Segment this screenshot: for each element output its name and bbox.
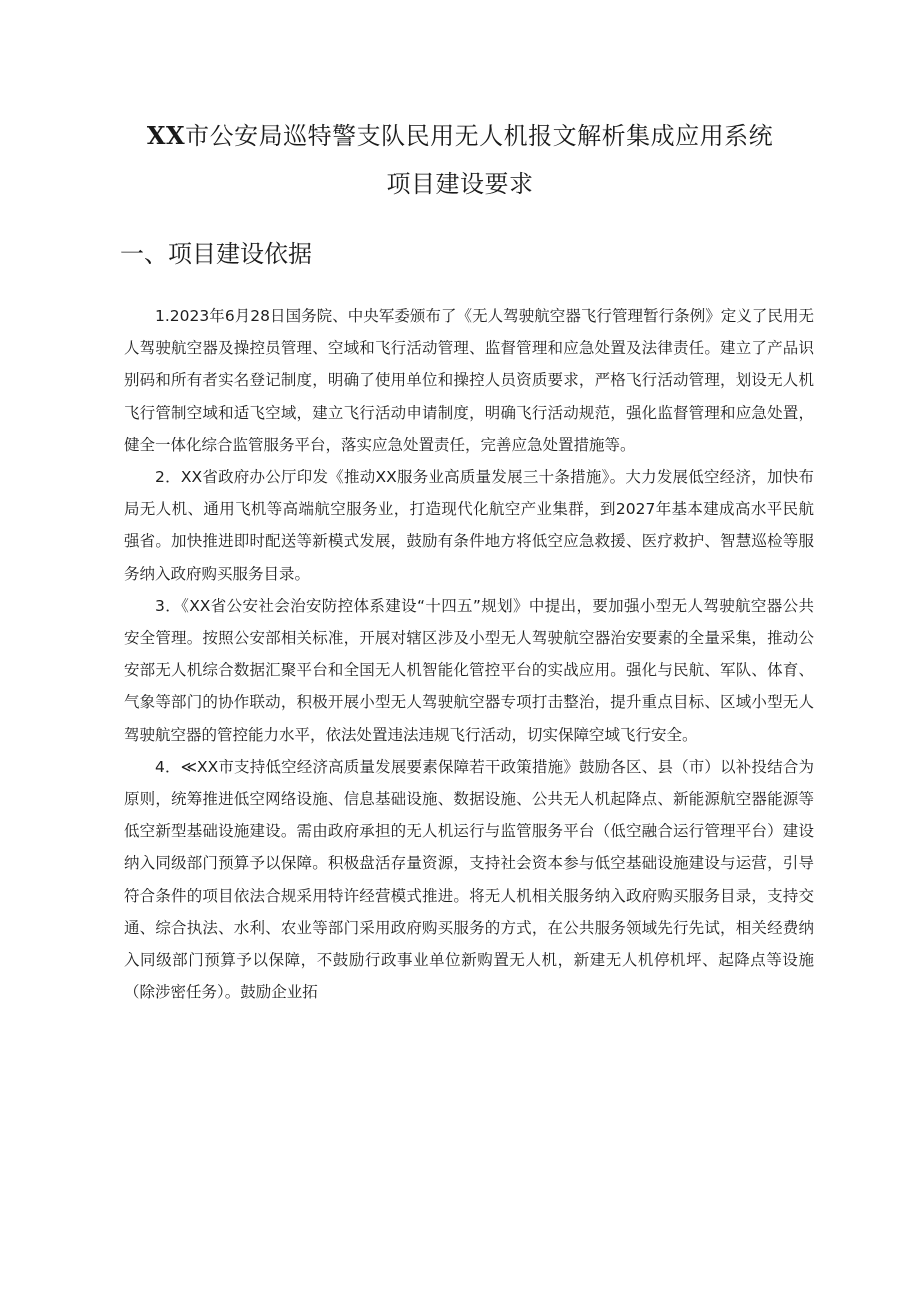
- section-heading: 一、项目建设依据: [120, 240, 312, 268]
- paragraph-4: 4．≪XX市支持低空经济高质量发展要素保障若干政策措施》鼓励各区、县（市）以补投结合为原则，统筹推进低空网络设施、信息基础设施、数据设施、公共无人机起降点、新能源航空器能源等低空新型基础设施建设。需由政府承担的无人机运行与监管服务平台（低空融合运行管理平台）建设纳入同级部门预算予以保障。积极盘活存量资源，支持社会资本参与低空基础设施建设与运营，引导符合条件的项目依法合规采用特许经营模式推进。将无人机相关服务纳入政府购买服务目录，支持交通、综合执法、水利、农业等部门采用政府购买服务的方式，在公共服务领域先行先试，相关经费纳入同级部门预算予以保障，不鼓励行政事业单位新购置无人机，新建无人机停机坪、起降点等设施（除涉密任务）。鼓励企业拓: [124, 757, 814, 1002]
- title-main: 市公安局巡特警支队民用无人机报文解析集成应用系统: [185, 122, 774, 150]
- section-body: [124, 300, 814, 1008]
- paragraph-2: 2．XX省政府办公厅印发《推动XX服务业高质量发展三十条措施》。大力发展低空经济，加快布局无人机、通用飞机等高端航空服务业，打造现代化航空产业集群，到2027年基本建成高水平民航强省。加快推进即时配送等新模式发展，鼓励有条件地方将低空应急救援、医疗救护、智慧巡检等服务纳入政府购买服务目录。: [124, 468, 814, 583]
- document-title-line-2: 项目建设要求: [386, 170, 534, 198]
- paragraph-3: 3．《XX省公安社会治安防控体系建设“十四五”规划》中提出，要加强小型无人驾驶航空器公共安全管理。按照公安部相关标准，开展对辖区涉及小型无人驾驶航空器治安要素的全量采集，推动公安部无人机综合数据汇聚平台和全国无人机智能化管控平台的实战应用。强化与民航、军队、体育、气象等部门的协作联动，积极开展小型无人驾驶航空器专项打击整治，提升重点目标、区域小型无人驾驶航空器的管控能力水平，依法处置违法违规飞行活动，切实保障空域飞行安全。: [124, 596, 814, 744]
- document-title-line-1: [0, 120, 920, 152]
- paragraph-1: 1.2023年6月28日国务院、中央军委颁布了《无人驾驶航空器飞行管理暂行条例》定义了民用无人驾驶航空器及操控员管理、空域和飞行活动管理、监督管理和应急处置及法律责任。建立了产品识别码和所有者实名登记制度，明确了使用单位和操控人员资质要求，严格飞行活动管理，划设无人机飞行管制空域和适飞空域，建立飞行活动申请制度，明确飞行活动规范，强化监督管理和应急处置，健全一体化综合监管服务平台，落实应急处置责任，完善应急处置措施等。: [124, 307, 814, 454]
- title-prefix: XX: [146, 121, 186, 150]
